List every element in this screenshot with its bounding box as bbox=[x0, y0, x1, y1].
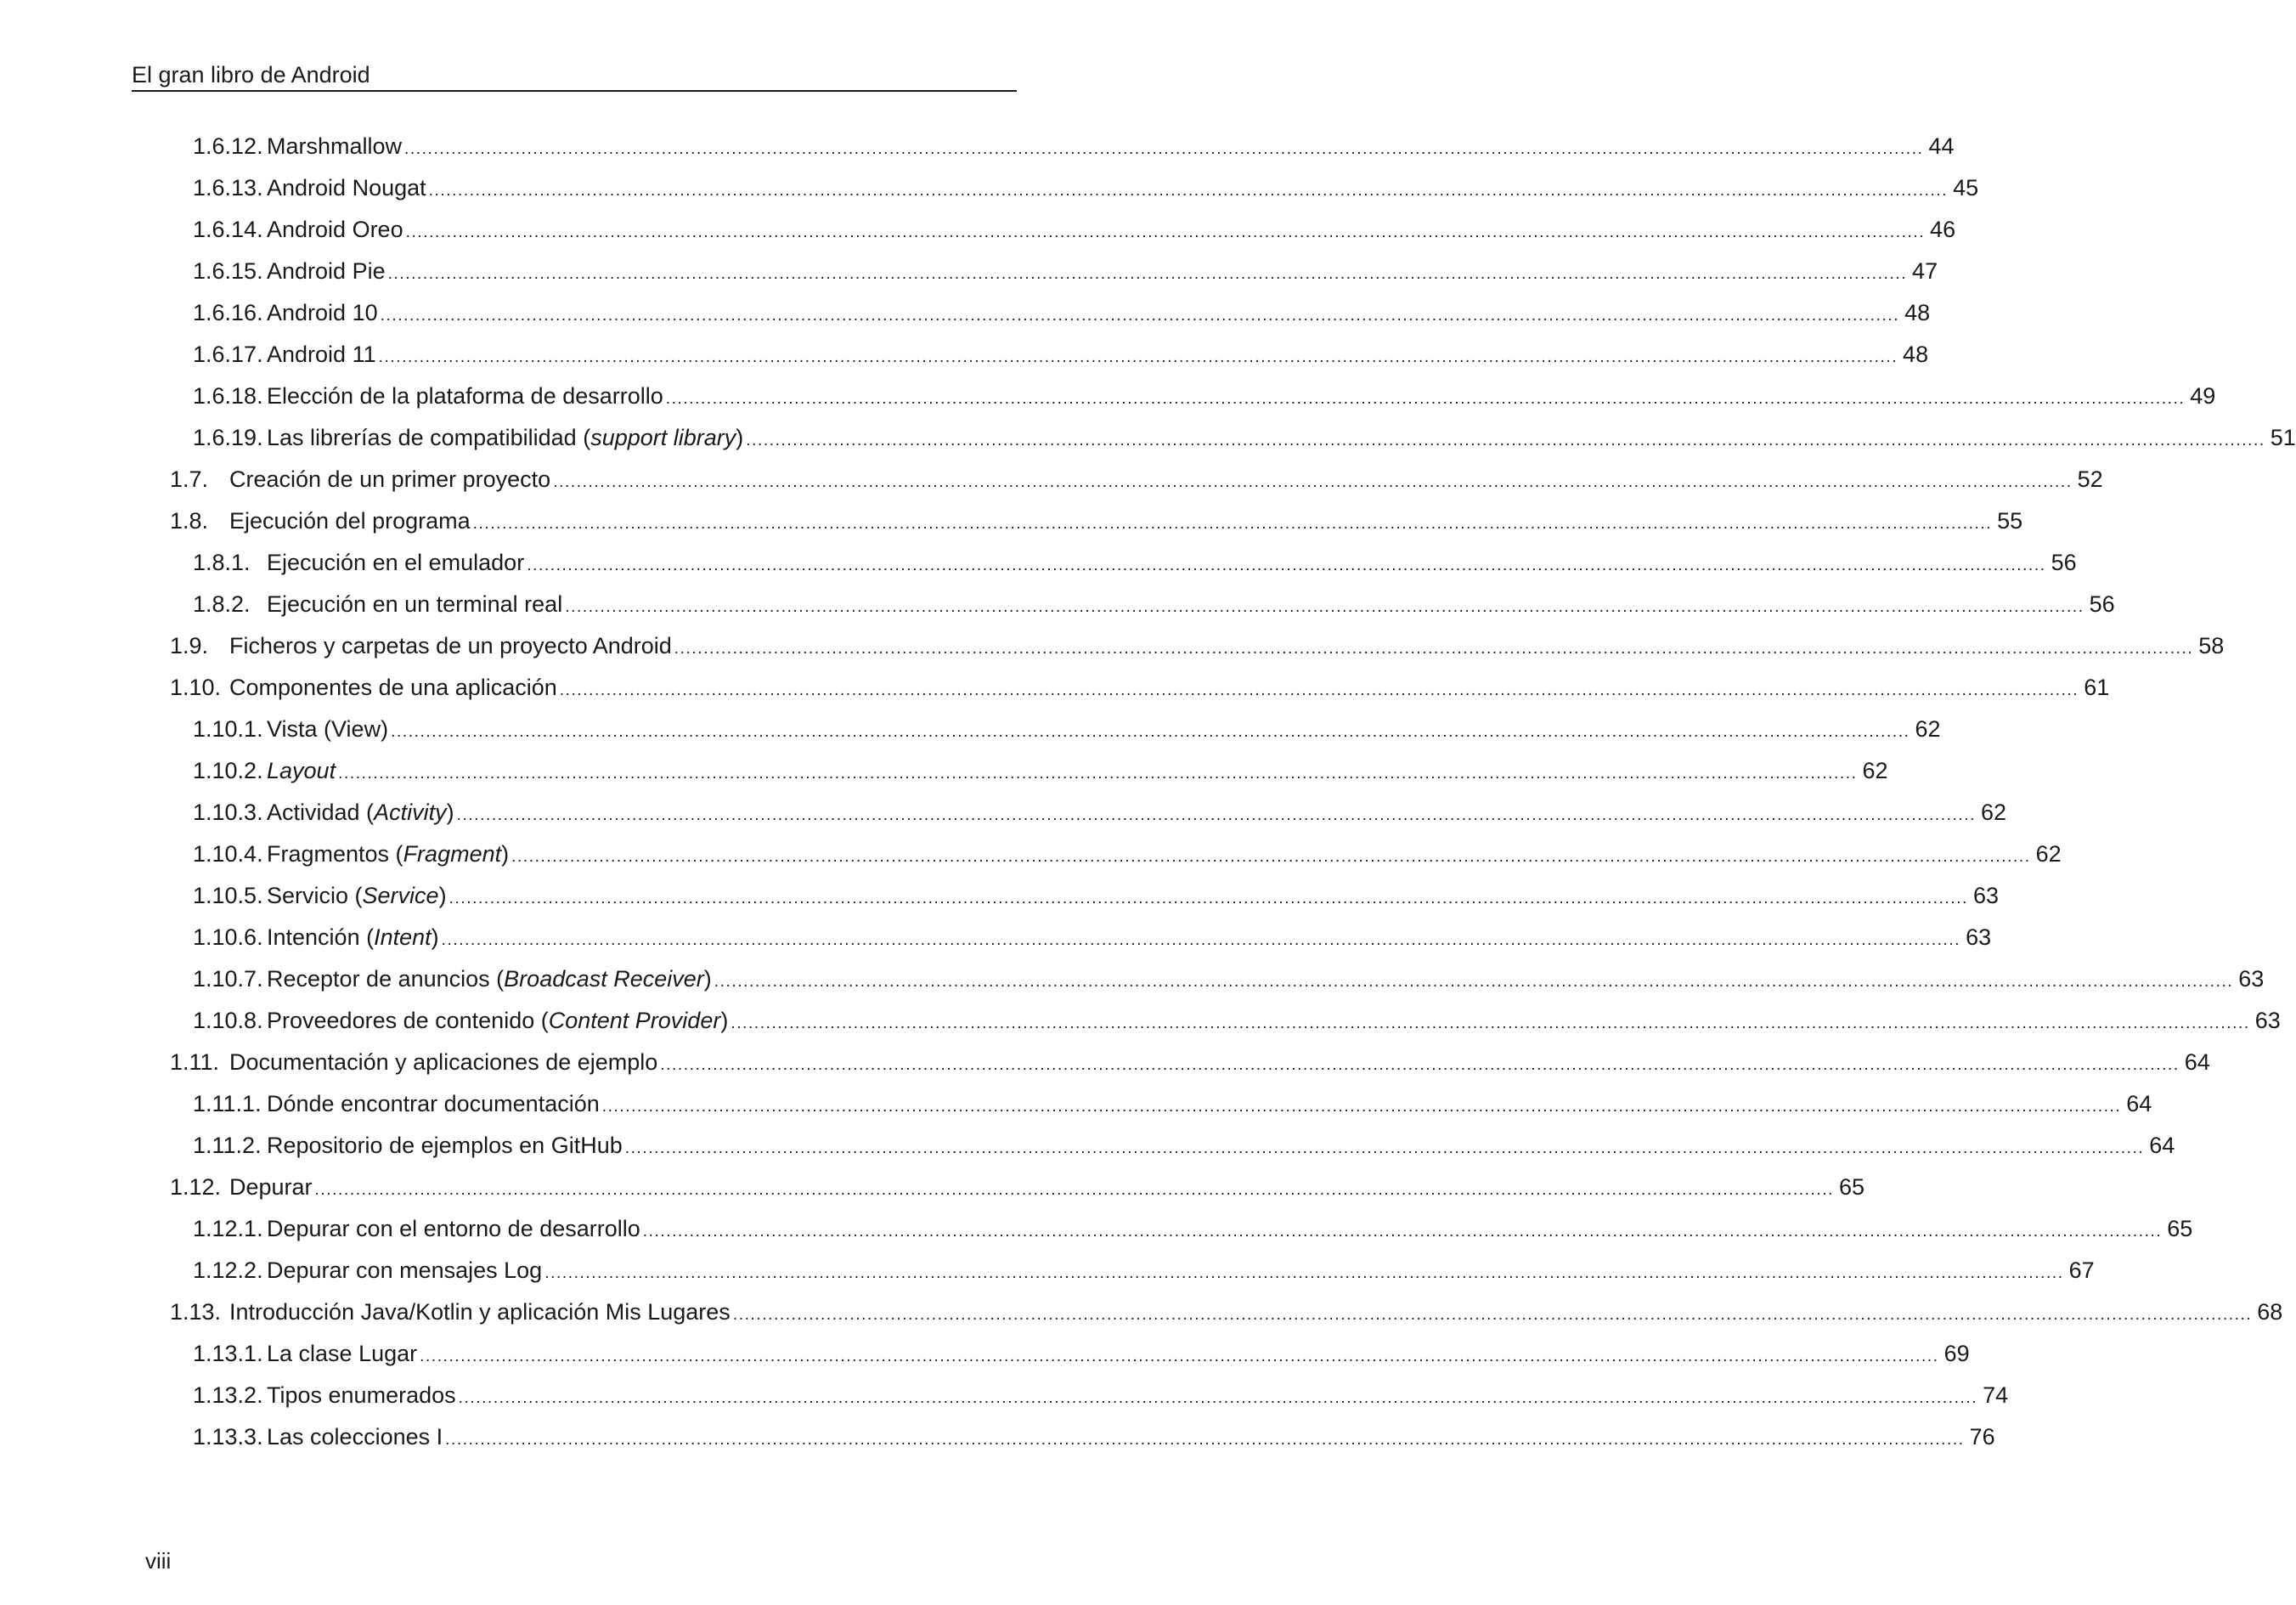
toc-entry[interactable] bbox=[193, 545, 2077, 579]
toc-dot-leader: .................................................................................................................................................................................................................................................................... bbox=[732, 1306, 2253, 1324]
toc-entry-page: 62 bbox=[1981, 800, 2007, 825]
toc-entry-page: 44 bbox=[1928, 133, 1955, 159]
toc-entry-number: 1.8. bbox=[170, 508, 209, 534]
toc-entry-page: 48 bbox=[1904, 300, 1931, 325]
toc-entry[interactable] bbox=[193, 254, 1938, 288]
toc-entry-title bbox=[229, 504, 471, 538]
toc-entry[interactable] bbox=[170, 670, 2110, 704]
toc-dot-leader: .................................................................................................................................................................................................................................................................... bbox=[559, 681, 2079, 699]
toc-entry[interactable] bbox=[170, 1045, 2210, 1079]
toc-entry-title-text: Vista (View) bbox=[267, 716, 389, 742]
toc-entry-number: 1.10.6. bbox=[193, 924, 263, 950]
toc-entry[interactable] bbox=[193, 296, 1931, 330]
toc-dot-leader: .................................................................................................................................................................................................................................................................... bbox=[674, 640, 2194, 658]
toc-entry-title-text: Intención ( bbox=[267, 924, 375, 950]
toc-entry-page: 48 bbox=[1903, 342, 1929, 367]
toc-dot-leader: .................................................................................................................................................................................................................................................................... bbox=[380, 307, 1900, 325]
toc-dot-leader: .................................................................................................................................................................................................................................................................... bbox=[405, 223, 1926, 241]
toc-dot-leader: .................................................................................................................................................................................................................................................................... bbox=[391, 723, 1910, 741]
toc-entry-number: 1.6.16. bbox=[193, 300, 263, 325]
toc-entry-page: 67 bbox=[2068, 1257, 2095, 1283]
toc-dot-leader: .................................................................................................................................................................................................................................................................... bbox=[746, 432, 2265, 449]
toc-dot-leader: .................................................................................................................................................................................................................................................................... bbox=[456, 806, 1977, 824]
toc-entry[interactable] bbox=[193, 1337, 1970, 1370]
toc-entry-title-text: Ejecución en el emulador bbox=[267, 550, 525, 575]
toc-entry-title-italic: Layout bbox=[267, 758, 336, 783]
toc-entry-title bbox=[267, 1212, 640, 1246]
toc-entry-number: 1.11.1. bbox=[193, 1091, 262, 1116]
toc-entry-page: 58 bbox=[2198, 633, 2225, 658]
toc-entry-number: 1.13.3. bbox=[193, 1424, 263, 1450]
toc-entry-title bbox=[267, 920, 439, 954]
toc-dot-leader: .................................................................................................................................................................................................................................................................... bbox=[314, 1181, 1835, 1199]
toc-entry-page: 64 bbox=[2126, 1091, 2152, 1116]
toc-entry-title-text: ) bbox=[438, 883, 447, 908]
toc-entry-title bbox=[267, 254, 386, 288]
toc-entry-title bbox=[267, 837, 509, 871]
toc-entry-title bbox=[229, 462, 550, 496]
toc-entry-page: 49 bbox=[2190, 383, 2216, 409]
toc-entry[interactable] bbox=[193, 1253, 2095, 1287]
toc-entry-title-text: ) bbox=[431, 924, 439, 950]
toc-entry[interactable] bbox=[193, 171, 1979, 205]
toc-entry[interactable] bbox=[193, 879, 2000, 913]
toc-entry-title bbox=[229, 670, 557, 704]
toc-entry-number: 1.12.1. bbox=[193, 1216, 263, 1241]
toc-entry-title bbox=[267, 337, 376, 371]
toc-entry-number: 1.9. bbox=[170, 633, 209, 658]
toc-entry-title bbox=[267, 171, 426, 205]
toc-entry-title-text: ) bbox=[446, 800, 454, 825]
toc-dot-leader: .................................................................................................................................................................................................................................................................... bbox=[544, 1264, 2064, 1282]
toc-entry-page: 61 bbox=[2084, 675, 2110, 700]
toc-entry-number: 1.11.2. bbox=[193, 1133, 262, 1158]
toc-dot-leader: .................................................................................................................................................................................................................................................................... bbox=[378, 348, 1898, 366]
toc-entry-title bbox=[267, 1253, 542, 1287]
toc-entry-page: 47 bbox=[1912, 258, 1938, 284]
toc-entry-title-text: Ejecución del programa bbox=[229, 508, 471, 534]
toc-entry[interactable] bbox=[193, 421, 2296, 455]
toc-entry-page: 63 bbox=[2238, 966, 2265, 992]
toc-entry-title bbox=[267, 1420, 443, 1454]
toc-entry[interactable] bbox=[170, 462, 2103, 496]
toc-entry-title-text: Servicio ( bbox=[267, 883, 363, 908]
toc-entry-title bbox=[267, 421, 743, 455]
toc-entry-title-text: Documentación y aplicaciones de ejemplo bbox=[229, 1049, 658, 1075]
toc-entry-title-italic: Fragment bbox=[403, 841, 502, 867]
toc-entry-page: 63 bbox=[2254, 1008, 2281, 1033]
toc-dot-leader: .................................................................................................................................................................................................................................................................... bbox=[448, 890, 1969, 907]
toc-entry-number: 1.6.19. bbox=[193, 425, 263, 450]
toc-entry-title bbox=[267, 379, 663, 413]
toc-entry-title-text: Depurar con mensajes Log bbox=[267, 1257, 543, 1283]
toc-entry-title bbox=[267, 545, 524, 579]
toc-entry-number: 1.6.17. bbox=[193, 342, 263, 367]
toc-entry-page: 45 bbox=[1953, 175, 1979, 201]
toc-entry-title-text: Proveedores de contenido ( bbox=[267, 1008, 549, 1033]
toc-entry-title-text: ) bbox=[720, 1008, 729, 1033]
toc-entry-page: 68 bbox=[2257, 1299, 2283, 1325]
toc-entry-title-text: Las librerías de compatibilidad ( bbox=[267, 425, 591, 450]
toc-entry[interactable] bbox=[193, 795, 2007, 829]
toc-entry[interactable] bbox=[170, 504, 2023, 538]
toc-dot-leader: .................................................................................................................................................................................................................................................................... bbox=[420, 1348, 1939, 1365]
toc-dot-leader: .................................................................................................................................................................................................................................................................... bbox=[441, 931, 1961, 949]
toc-entry[interactable] bbox=[193, 962, 2265, 996]
toc-entry-title-italic: Activity bbox=[374, 800, 447, 825]
toc-dot-leader: .................................................................................................................................................................................................................................................................... bbox=[642, 1223, 2163, 1240]
toc-entry[interactable] bbox=[193, 129, 1955, 163]
toc-entry-number: 1.7. bbox=[170, 466, 209, 492]
toc-entry-title bbox=[267, 754, 336, 788]
toc-entry-number: 1.12.2. bbox=[193, 1257, 263, 1283]
toc-entry[interactable] bbox=[193, 1087, 2152, 1121]
toc-entry-number: 1.6.13. bbox=[193, 175, 263, 201]
toc-entry-title-text: Depurar con el entorno de desarrollo bbox=[267, 1216, 640, 1241]
toc-entry-title-text: Marshmallow bbox=[267, 133, 403, 159]
toc-entry-number: 1.10.5. bbox=[193, 883, 263, 908]
toc-entry-page: 64 bbox=[2184, 1049, 2210, 1075]
toc-entry-number: 1.8.2. bbox=[193, 591, 251, 617]
toc-entry-page: 63 bbox=[1966, 924, 1992, 950]
toc-entry[interactable] bbox=[193, 920, 1992, 954]
toc-entry-number: 1.10.7. bbox=[193, 966, 263, 992]
toc-entry-title-text: Fragmentos ( bbox=[267, 841, 403, 867]
toc-entry-title bbox=[267, 1378, 456, 1412]
toc-entry-number: 1.13.2. bbox=[193, 1382, 263, 1408]
toc-entry-title-text: Dónde encontrar documentación bbox=[267, 1091, 600, 1116]
toc-entry-title bbox=[267, 129, 402, 163]
toc-entry-page: 56 bbox=[2051, 550, 2077, 575]
toc-entry-title-text: Depurar bbox=[229, 1174, 313, 1200]
toc-entry-title-text: Android Nougat bbox=[267, 175, 426, 201]
toc-entry-number: 1.12. bbox=[170, 1174, 222, 1200]
toc-entry-title-text: Creación de un primer proyecto bbox=[229, 466, 551, 492]
toc-entry-title-text: La clase Lugar bbox=[267, 1341, 418, 1366]
toc-dot-leader: .................................................................................................................................................................................................................................................................... bbox=[511, 848, 2031, 866]
toc-dot-leader: .................................................................................................................................................................................................................................................................... bbox=[472, 515, 1993, 533]
toc-entry-number: 1.6.15. bbox=[193, 258, 263, 284]
toc-entry-title-text: ) bbox=[736, 425, 744, 450]
toc-entry-title bbox=[267, 879, 447, 913]
toc-entry-page: 62 bbox=[2035, 841, 2062, 867]
toc-dot-leader: .................................................................................................................................................................................................................................................................... bbox=[404, 140, 1924, 158]
toc-dot-leader: .................................................................................................................................................................................................................................................................... bbox=[731, 1014, 2250, 1032]
toc-entry-title bbox=[229, 629, 672, 663]
toc-entry-title-text: Introducción Java/Kotlin y aplicación Mis Lugares bbox=[229, 1299, 731, 1325]
toc-entry-number: 1.10.4. bbox=[193, 841, 263, 867]
toc-entry-title bbox=[267, 296, 378, 330]
toc-entry-title bbox=[267, 1087, 600, 1121]
toc-entry-title-text: Android Oreo bbox=[267, 217, 403, 242]
toc-entry-page: 74 bbox=[1983, 1382, 2009, 1408]
toc-entry-title-text: Actividad ( bbox=[267, 800, 375, 825]
toc-entry-title-text: Android 11 bbox=[267, 342, 376, 367]
toc-entry[interactable] bbox=[193, 837, 2062, 871]
toc-entry[interactable] bbox=[193, 712, 1941, 746]
toc-entry-title-text: Repositorio de ejemplos en GitHub bbox=[267, 1133, 623, 1158]
toc-entry-page: 65 bbox=[2167, 1216, 2193, 1241]
toc-entry-page: 46 bbox=[1930, 217, 1956, 242]
toc-entry[interactable] bbox=[193, 1003, 2281, 1037]
toc-entry-title bbox=[229, 1045, 657, 1079]
toc-entry[interactable] bbox=[193, 587, 2115, 621]
toc-dot-leader: .................................................................................................................................................................................................................................................................... bbox=[665, 390, 2186, 408]
toc-entry[interactable] bbox=[193, 1378, 2009, 1412]
toc-entry-page: 52 bbox=[2077, 466, 2103, 492]
toc-entry-title bbox=[229, 1170, 313, 1204]
toc-dot-leader: .................................................................................................................................................................................................................................................................... bbox=[601, 1098, 2122, 1116]
toc-entry-title bbox=[267, 712, 388, 746]
toc-entry-title-text: Tipos enumerados bbox=[267, 1382, 456, 1408]
toc-entry-title bbox=[267, 587, 562, 621]
toc-dot-leader: .................................................................................................................................................................................................................................................................... bbox=[445, 1431, 1965, 1449]
toc-entry-title-text: Ejecución en un terminal real bbox=[267, 591, 563, 617]
toc-entry-number: 1.6.12. bbox=[193, 133, 263, 159]
toc-entry-title bbox=[267, 962, 712, 996]
toc-entry-page: 63 bbox=[1973, 883, 2000, 908]
toc-entry-number: 1.6.14. bbox=[193, 217, 263, 242]
toc-dot-leader: .................................................................................................................................................................................................................................................................... bbox=[660, 1056, 2180, 1074]
toc-entry-page: 51 bbox=[2270, 425, 2296, 450]
toc-dot-leader: .................................................................................................................................................................................................................................................................... bbox=[553, 473, 2073, 491]
toc-entry-page: 56 bbox=[2089, 591, 2115, 617]
toc-entry[interactable] bbox=[193, 379, 2216, 413]
toc-entry-number: 1.13.1. bbox=[193, 1341, 263, 1366]
toc-entry-title-italic: Service bbox=[362, 883, 439, 908]
toc-entry-title-text: Receptor de anuncios ( bbox=[267, 966, 505, 992]
toc-entry-number: 1.10.1. bbox=[193, 716, 263, 742]
toc-entry-page: 55 bbox=[1997, 508, 2023, 534]
toc-entry-number: 1.10. bbox=[170, 675, 222, 700]
toc-entry[interactable] bbox=[193, 754, 1888, 788]
toc-dot-leader: .................................................................................................................................................................................................................................................................... bbox=[387, 265, 1908, 283]
toc-entry-title-italic: Broadcast Receiver bbox=[504, 966, 704, 992]
toc-entry-number: 1.6.18. bbox=[193, 383, 263, 409]
toc-entry-number: 1.11. bbox=[170, 1049, 220, 1075]
toc-entry-title bbox=[267, 1337, 417, 1370]
toc-entry-page: 65 bbox=[1839, 1174, 1865, 1200]
toc-entry-title bbox=[267, 1003, 728, 1037]
toc-dot-leader: .................................................................................................................................................................................................................................................................... bbox=[565, 598, 2084, 616]
running-header: El gran libro de Android bbox=[132, 62, 370, 88]
toc-entry-page: 62 bbox=[1862, 758, 1888, 783]
page-number: viii bbox=[145, 1548, 172, 1574]
toc-entry[interactable] bbox=[193, 337, 1929, 371]
toc-entry-number: 1.10.3. bbox=[193, 800, 263, 825]
toc-dot-leader: .................................................................................................................................................................................................................................................................... bbox=[458, 1389, 1978, 1407]
toc-entry-number: 1.13. bbox=[170, 1299, 222, 1325]
toc-entry-page: 62 bbox=[1915, 716, 1941, 742]
toc-entry-title-text: Ficheros y carpetas de un proyecto Android bbox=[229, 633, 672, 658]
toc-entry-title-text: ) bbox=[703, 966, 712, 992]
toc-dot-leader: .................................................................................................................................................................................................................................................................... bbox=[714, 973, 2234, 991]
toc-entry-title-text: Las colecciones I bbox=[267, 1424, 443, 1450]
toc-entry[interactable] bbox=[170, 1295, 2283, 1329]
toc-entry-title-italic: support library bbox=[590, 425, 736, 450]
toc-entry-page: 76 bbox=[1969, 1424, 1995, 1450]
toc-entry[interactable] bbox=[193, 1128, 2175, 1162]
toc-entry-title-text: Componentes de una aplicación bbox=[229, 675, 557, 700]
toc-entry-title-text: ) bbox=[501, 841, 510, 867]
toc-entry[interactable] bbox=[193, 1420, 1995, 1454]
toc-entry-number: 1.10.2. bbox=[193, 758, 263, 783]
toc-entry-number: 1.8.1. bbox=[193, 550, 251, 575]
toc-entry-title-italic: Content Provider bbox=[548, 1008, 721, 1033]
toc-entry-title bbox=[267, 1128, 623, 1162]
toc-entry[interactable] bbox=[193, 1212, 2193, 1246]
toc-entry-title-text: Android Pie bbox=[267, 258, 386, 284]
toc-dot-leader: .................................................................................................................................................................................................................................................................... bbox=[338, 765, 1858, 783]
toc-dot-leader: .................................................................................................................................................................................................................................................................... bbox=[428, 182, 1949, 200]
toc-entry-title-text: Elección de la plataforma de desarrollo bbox=[267, 383, 663, 409]
toc-entry[interactable] bbox=[170, 1170, 1865, 1204]
toc-entry-title bbox=[229, 1295, 731, 1329]
toc-entry[interactable] bbox=[170, 629, 2225, 663]
toc-entry-page: 64 bbox=[2149, 1133, 2175, 1158]
toc-entry-title-italic: Intent bbox=[374, 924, 432, 950]
toc-entry[interactable] bbox=[193, 212, 1956, 246]
toc-entry-title bbox=[267, 212, 403, 246]
header-rule bbox=[132, 90, 1017, 92]
toc-dot-leader: .................................................................................................................................................................................................................................................................... bbox=[624, 1139, 2145, 1157]
toc-entry-title-text: Android 10 bbox=[267, 300, 378, 325]
toc-dot-leader: .................................................................................................................................................................................................................................................................... bbox=[527, 557, 2046, 574]
toc-entry-number: 1.10.8. bbox=[193, 1008, 263, 1033]
toc-entry-title bbox=[267, 795, 454, 829]
toc-entry-page: 69 bbox=[1943, 1341, 1970, 1366]
